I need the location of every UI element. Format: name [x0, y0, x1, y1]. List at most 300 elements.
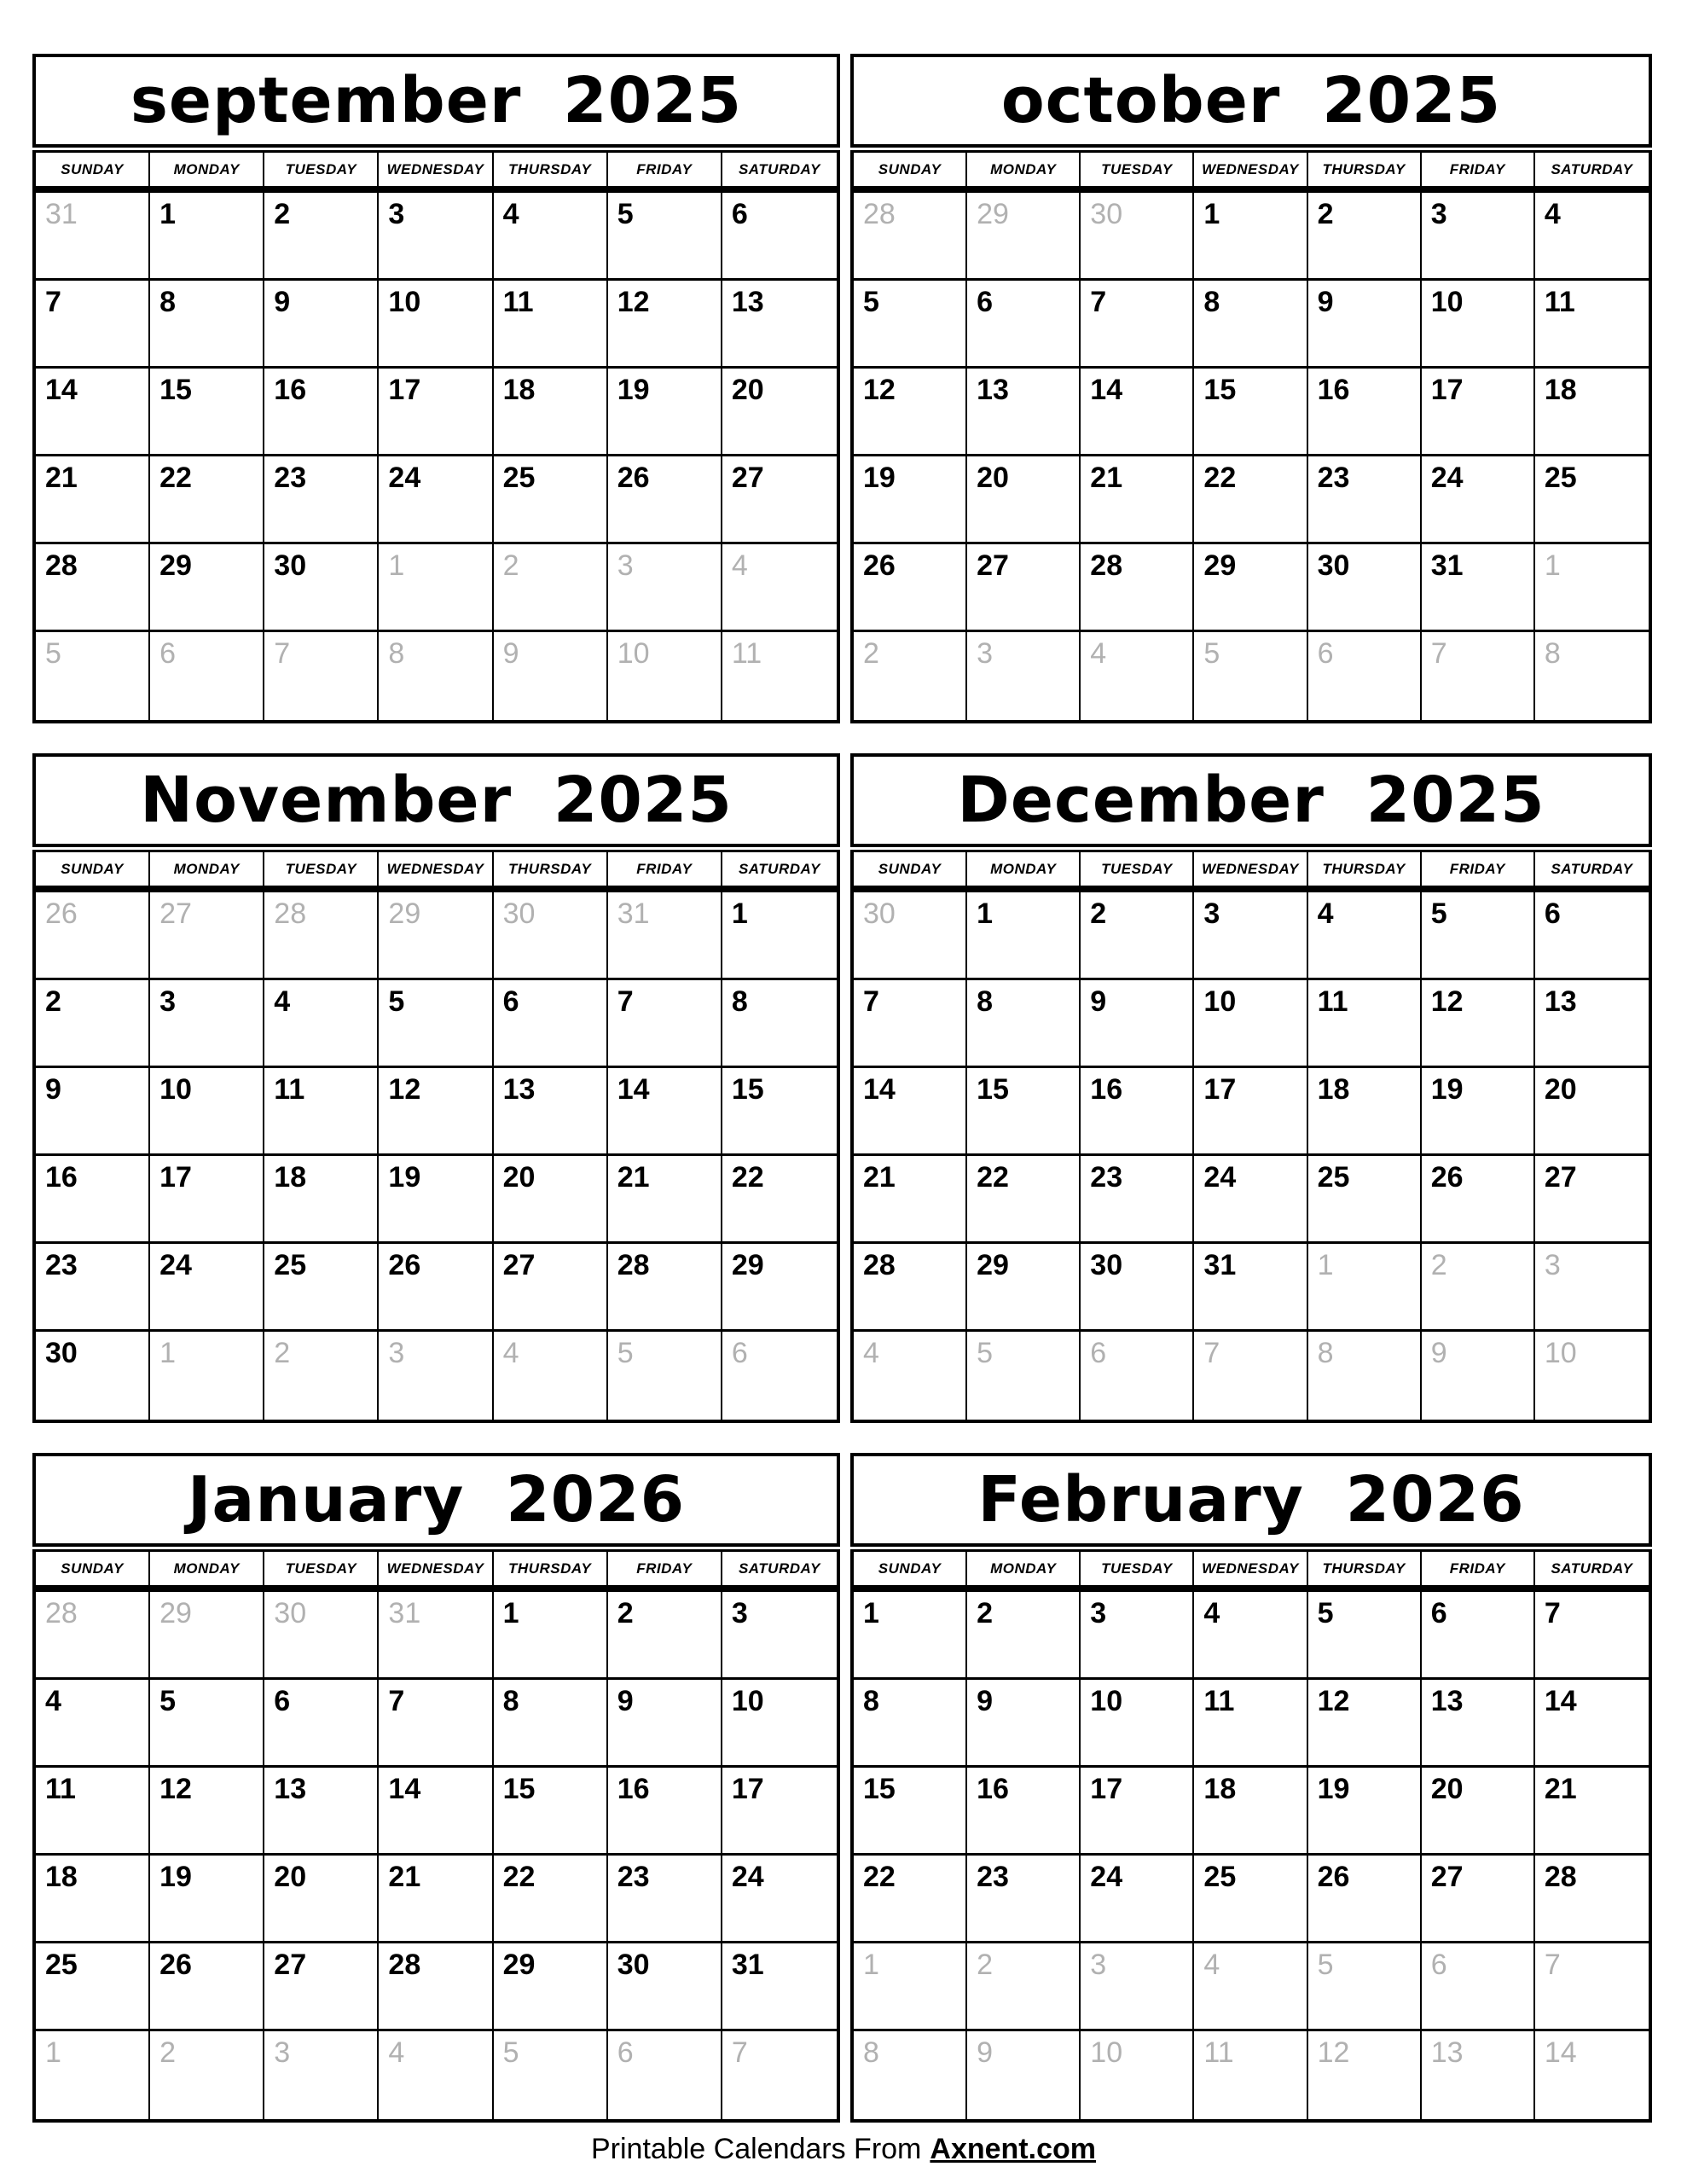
day-number: 28: [617, 1249, 650, 1281]
day-number: 3: [1203, 897, 1220, 930]
day-number: 29: [388, 897, 421, 930]
day-number: 2: [977, 1949, 994, 1981]
day-number: 11: [502, 286, 534, 318]
day-cell: [150, 1680, 264, 1768]
day-number: 7: [731, 2036, 748, 2069]
day-cell: [1081, 632, 1194, 720]
day-cell: [854, 369, 967, 456]
day-cell: [1422, 281, 1535, 369]
day-cell: [1422, 1156, 1535, 1244]
day-cell: [1308, 193, 1422, 281]
weekday-label: THURSDAY: [494, 1552, 608, 1585]
day-cell: [608, 544, 722, 632]
day-number: 9: [1090, 985, 1107, 1018]
day-number: 6: [977, 286, 994, 318]
day-number: 6: [1430, 1597, 1447, 1629]
day-cell: [722, 544, 837, 632]
day-number: 29: [1203, 549, 1237, 582]
day-cell: [967, 369, 1081, 456]
day-number: 5: [1317, 1597, 1334, 1629]
day-cell: [1422, 892, 1535, 980]
day-number: 8: [1203, 286, 1220, 318]
day-cell: [264, 1680, 379, 1768]
day-number: 15: [863, 1773, 896, 1805]
day-number: 18: [274, 1161, 307, 1194]
weekday-row: [32, 850, 840, 888]
day-cell: [722, 1856, 837, 1943]
day-number: 20: [274, 1861, 307, 1893]
day-cell: [1535, 1856, 1649, 1943]
day-cell: [1194, 281, 1307, 369]
day-number: 28: [1544, 1861, 1577, 1893]
day-number: 23: [977, 1861, 1009, 1893]
weekday-label: TUESDAY: [1081, 153, 1194, 186]
day-cell: [1422, 1943, 1535, 2031]
weekday-label: SUNDAY: [36, 852, 150, 886]
day-number: 12: [863, 374, 896, 406]
day-cell: [1194, 2031, 1307, 2119]
day-number: 5: [617, 1337, 634, 1369]
day-cell: [36, 1156, 150, 1244]
day-number: 5: [977, 1337, 994, 1369]
day-number: 3: [1544, 1249, 1561, 1281]
day-cell: [722, 2031, 837, 2119]
day-cell: [1422, 193, 1535, 281]
day-number: 10: [1090, 1685, 1123, 1717]
day-cell: [494, 1680, 608, 1768]
day-cell: [1535, 1068, 1649, 1156]
day-number: 28: [388, 1949, 421, 1981]
day-cell: [36, 1332, 150, 1420]
weekday-label: MONDAY: [967, 153, 1081, 186]
day-cell: [150, 1156, 264, 1244]
day-number: 15: [1203, 374, 1237, 406]
day-number: 1: [863, 1597, 879, 1629]
day-number: 29: [977, 198, 1009, 230]
weekday-label: FRIDAY: [608, 1552, 722, 1585]
day-cell: [722, 1332, 837, 1420]
day-cell: [1081, 1592, 1194, 1680]
day-cell: [1081, 281, 1194, 369]
day-cell: [854, 544, 967, 632]
day-cell: [36, 1680, 150, 1768]
day-number: 14: [388, 1773, 421, 1805]
day-cell: [1194, 1244, 1307, 1332]
month-block: [850, 1453, 1652, 2123]
day-cell: [379, 1680, 493, 1768]
day-cell: [1081, 193, 1194, 281]
day-number: 23: [617, 1861, 650, 1893]
day-number: 25: [502, 462, 536, 494]
day-cell: [608, 1592, 722, 1680]
day-number: 2: [863, 637, 879, 670]
day-number: 4: [388, 2036, 405, 2069]
day-cell: [722, 632, 837, 720]
day-number: 9: [502, 637, 519, 670]
day-number: 9: [274, 286, 291, 318]
day-cell: [722, 1156, 837, 1244]
day-number: 23: [1090, 1161, 1123, 1194]
weekday-label: TUESDAY: [264, 1552, 379, 1585]
weekday-label: WEDNESDAY: [379, 852, 493, 886]
day-number: 6: [159, 637, 177, 670]
day-number: 12: [1317, 2036, 1350, 2069]
day-cell: [264, 2031, 379, 2119]
day-cell: [494, 980, 608, 1068]
day-number: 26: [1430, 1161, 1464, 1194]
day-cell: [1422, 1592, 1535, 1680]
day-cell: [494, 1156, 608, 1244]
day-cell: [722, 1592, 837, 1680]
day-cell: [379, 544, 493, 632]
day-number: 17: [1430, 374, 1464, 406]
day-cell: [967, 2031, 1081, 2119]
day-number: 28: [45, 1597, 78, 1629]
day-cell: [494, 1768, 608, 1856]
day-cell: [1194, 892, 1307, 980]
day-number: 21: [1544, 1773, 1577, 1805]
dates-grid: [32, 189, 840, 723]
day-number: 8: [1317, 1337, 1334, 1369]
weekday-label: MONDAY: [150, 1552, 264, 1585]
day-number: 1: [863, 1949, 879, 1981]
day-number: 30: [274, 1597, 307, 1629]
day-cell: [967, 892, 1081, 980]
day-cell: [264, 980, 379, 1068]
day-cell: [1422, 1068, 1535, 1156]
day-cell: [1308, 1680, 1422, 1768]
day-cell: [1308, 369, 1422, 456]
day-cell: [722, 456, 837, 544]
day-number: 2: [1317, 198, 1334, 230]
day-number: 8: [863, 1685, 879, 1717]
day-number: 4: [863, 1337, 879, 1369]
day-number: 5: [159, 1685, 177, 1717]
weekday-label: WEDNESDAY: [1194, 153, 1307, 186]
day-number: 23: [1317, 462, 1350, 494]
day-number: 11: [1317, 985, 1348, 1018]
day-number: 2: [502, 549, 519, 582]
day-number: 2: [274, 1337, 291, 1369]
weekday-label: SATURDAY: [738, 1560, 820, 1577]
weekday-label: SATURDAY: [1551, 1560, 1633, 1577]
day-cell: [379, 281, 493, 369]
month-title-box: [850, 753, 1652, 847]
day-number: 4: [731, 549, 748, 582]
day-number: 19: [1430, 1073, 1464, 1106]
day-number: 18: [502, 374, 536, 406]
day-number: 6: [1317, 637, 1334, 670]
day-number: 17: [1203, 1073, 1237, 1106]
month-title: october 2025: [1000, 64, 1502, 137]
weekday-label: MONDAY: [150, 153, 264, 186]
day-number: 16: [617, 1773, 650, 1805]
day-cell: [1422, 1856, 1535, 1943]
day-number: 23: [45, 1249, 78, 1281]
day-number: 26: [45, 897, 78, 930]
day-number: 27: [1430, 1861, 1464, 1893]
day-number: 23: [274, 462, 307, 494]
weekday-label: THURSDAY: [1308, 1552, 1422, 1585]
month-title: February 2026: [977, 1463, 1525, 1536]
weekday-label: WEDNESDAY: [1194, 1552, 1307, 1585]
day-number: 6: [1544, 897, 1561, 930]
day-number: 18: [1544, 374, 1577, 406]
day-cell: [494, 281, 608, 369]
weekday-label: TUESDAY: [264, 153, 379, 186]
weekday-row: [850, 150, 1652, 189]
day-number: 14: [863, 1073, 896, 1106]
day-cell: [1194, 1856, 1307, 1943]
day-number: 6: [1430, 1949, 1447, 1981]
day-number: 21: [388, 1861, 421, 1893]
day-cell: [1308, 632, 1422, 720]
day-number: 2: [1430, 1249, 1447, 1281]
day-number: 10: [1430, 286, 1464, 318]
day-number: 1: [731, 897, 748, 930]
weekday-label: THURSDAY: [494, 852, 608, 886]
day-number: 15: [731, 1073, 764, 1106]
day-cell: [150, 980, 264, 1068]
day-cell: [379, 1943, 493, 2031]
day-number: 17: [159, 1161, 192, 1194]
day-number: 4: [502, 1337, 519, 1369]
day-number: 31: [731, 1949, 764, 1981]
day-number: 14: [1544, 2036, 1577, 2069]
day-cell: [608, 1156, 722, 1244]
day-cell: [150, 632, 264, 720]
day-number: 29: [502, 1949, 536, 1981]
day-cell: [379, 980, 493, 1068]
day-cell: [494, 1068, 608, 1156]
day-number: 17: [388, 374, 421, 406]
day-cell: [1308, 1768, 1422, 1856]
day-cell: [1535, 456, 1649, 544]
day-cell: [1422, 1680, 1535, 1768]
day-cell: [722, 1943, 837, 2031]
day-number: 22: [159, 462, 192, 494]
day-number: 3: [1090, 1597, 1107, 1629]
month-block: [850, 753, 1652, 1423]
day-cell: [1535, 1592, 1649, 1680]
day-cell: [379, 193, 493, 281]
day-number: 27: [502, 1249, 536, 1281]
day-number: 9: [1430, 1337, 1447, 1369]
day-cell: [1081, 1768, 1194, 1856]
day-number: 11: [274, 1073, 305, 1106]
day-number: 12: [159, 1773, 192, 1805]
day-cell: [722, 1068, 837, 1156]
day-cell: [854, 1768, 967, 1856]
day-cell: [36, 369, 150, 456]
day-cell: [379, 456, 493, 544]
day-number: 26: [863, 549, 896, 582]
day-cell: [722, 369, 837, 456]
day-number: 27: [159, 897, 192, 930]
day-cell: [494, 1244, 608, 1332]
day-number: 10: [159, 1073, 192, 1106]
weekday-label: FRIDAY: [608, 153, 722, 186]
day-cell: [1194, 1768, 1307, 1856]
day-number: 24: [159, 1249, 192, 1281]
day-number: 28: [1090, 549, 1123, 582]
day-cell: [1535, 193, 1649, 281]
calendar-grid: [32, 54, 1652, 2123]
day-number: 4: [1203, 1597, 1220, 1629]
day-number: 7: [617, 985, 634, 1018]
day-number: 20: [1430, 1773, 1464, 1805]
day-cell: [854, 1068, 967, 1156]
day-cell: [150, 369, 264, 456]
day-number: 30: [45, 1337, 78, 1369]
day-cell: [608, 632, 722, 720]
day-number: 3: [1090, 1949, 1107, 1981]
day-cell: [854, 1856, 967, 1943]
day-number: 1: [977, 897, 994, 930]
weekday-label: TUESDAY: [1081, 1552, 1194, 1585]
day-cell: [1308, 456, 1422, 544]
month-block: [850, 54, 1652, 723]
day-number: 27: [274, 1949, 307, 1981]
day-cell: [264, 1943, 379, 2031]
day-cell: [608, 281, 722, 369]
day-number: 25: [274, 1249, 307, 1281]
day-number: 16: [977, 1773, 1009, 1805]
day-cell: [379, 1592, 493, 1680]
day-cell: [264, 544, 379, 632]
day-number: 1: [388, 549, 405, 582]
day-cell: [150, 1592, 264, 1680]
day-cell: [608, 1943, 722, 2031]
day-cell: [1081, 980, 1194, 1068]
day-cell: [854, 281, 967, 369]
day-cell: [967, 281, 1081, 369]
month-block: [32, 753, 840, 1423]
day-number: 6: [731, 198, 748, 230]
day-number: 5: [863, 286, 879, 318]
day-number: 8: [863, 2036, 879, 2069]
footer-brand-link[interactable]: Axnent.com: [930, 2133, 1096, 2165]
day-number: 4: [1544, 198, 1561, 230]
day-number: 5: [1317, 1949, 1334, 1981]
day-cell: [1535, 1156, 1649, 1244]
day-number: 16: [1090, 1073, 1123, 1106]
day-number: 5: [388, 985, 405, 1018]
day-cell: [1081, 544, 1194, 632]
day-cell: [379, 1332, 493, 1420]
day-cell: [150, 456, 264, 544]
footer-text: Printable Calendars From: [591, 2133, 922, 2165]
day-number: 15: [502, 1773, 536, 1805]
day-cell: [1535, 1768, 1649, 1856]
dates-grid: [850, 1588, 1652, 2123]
day-cell: [1535, 369, 1649, 456]
month-title-box: [32, 1453, 840, 1547]
day-cell: [854, 2031, 967, 2119]
day-cell: [967, 1244, 1081, 1332]
day-number: 25: [45, 1949, 78, 1981]
day-cell: [608, 980, 722, 1068]
day-cell: [1081, 1156, 1194, 1244]
day-number: 18: [45, 1861, 78, 1893]
day-cell: [1422, 1332, 1535, 1420]
day-cell: [1422, 1244, 1535, 1332]
day-number: 22: [731, 1161, 764, 1194]
day-number: 14: [45, 374, 78, 406]
day-cell: [1308, 2031, 1422, 2119]
weekday-label: WEDNESDAY: [379, 1552, 493, 1585]
day-number: 29: [159, 1597, 192, 1629]
day-number: 2: [977, 1597, 994, 1629]
month-block: [32, 54, 840, 723]
day-number: 31: [617, 897, 650, 930]
day-number: 24: [1090, 1861, 1123, 1893]
day-number: 21: [45, 462, 78, 494]
day-cell: [494, 544, 608, 632]
day-cell: [1308, 1068, 1422, 1156]
day-number: 24: [388, 462, 421, 494]
day-cell: [967, 980, 1081, 1068]
day-number: 31: [388, 1597, 421, 1629]
day-cell: [36, 1943, 150, 2031]
weekday-row: [32, 150, 840, 189]
day-number: 18: [1203, 1773, 1237, 1805]
day-number: 8: [388, 637, 405, 670]
day-cell: [1535, 1943, 1649, 2031]
day-cell: [1194, 369, 1307, 456]
day-number: 3: [977, 637, 994, 670]
day-number: 14: [1090, 374, 1123, 406]
day-number: 13: [274, 1773, 307, 1805]
day-number: 5: [502, 2036, 519, 2069]
day-number: 19: [388, 1161, 421, 1194]
day-cell: [722, 281, 837, 369]
day-number: 1: [159, 1337, 177, 1369]
day-cell: [1535, 1244, 1649, 1332]
day-cell: [608, 892, 722, 980]
day-cell: [608, 1856, 722, 1943]
day-cell: [150, 2031, 264, 2119]
day-number: 12: [617, 286, 650, 318]
day-cell: [379, 1244, 493, 1332]
day-number: 7: [45, 286, 61, 318]
day-number: 4: [1090, 637, 1107, 670]
weekday-label: THURSDAY: [494, 153, 608, 186]
weekday-label: FRIDAY: [1422, 153, 1535, 186]
day-number: 12: [388, 1073, 421, 1106]
weekday-label: SUNDAY: [854, 153, 967, 186]
day-number: 8: [977, 985, 994, 1018]
day-number: 3: [388, 1337, 405, 1369]
day-number: 20: [731, 374, 764, 406]
day-cell: [264, 193, 379, 281]
day-number: 1: [1203, 198, 1220, 230]
day-cell: [1081, 892, 1194, 980]
day-number: 7: [1544, 1597, 1561, 1629]
day-cell: [379, 1068, 493, 1156]
weekday-label: MONDAY: [967, 1552, 1081, 1585]
day-number: 30: [1317, 549, 1350, 582]
day-number: 16: [274, 374, 307, 406]
day-cell: [379, 892, 493, 980]
day-cell: [1535, 980, 1649, 1068]
day-number: 15: [977, 1073, 1009, 1106]
month-title: september 2025: [130, 64, 743, 137]
day-number: 28: [863, 198, 896, 230]
day-number: 10: [1544, 1337, 1577, 1369]
day-number: 6: [731, 1337, 748, 1369]
day-cell: [1422, 980, 1535, 1068]
